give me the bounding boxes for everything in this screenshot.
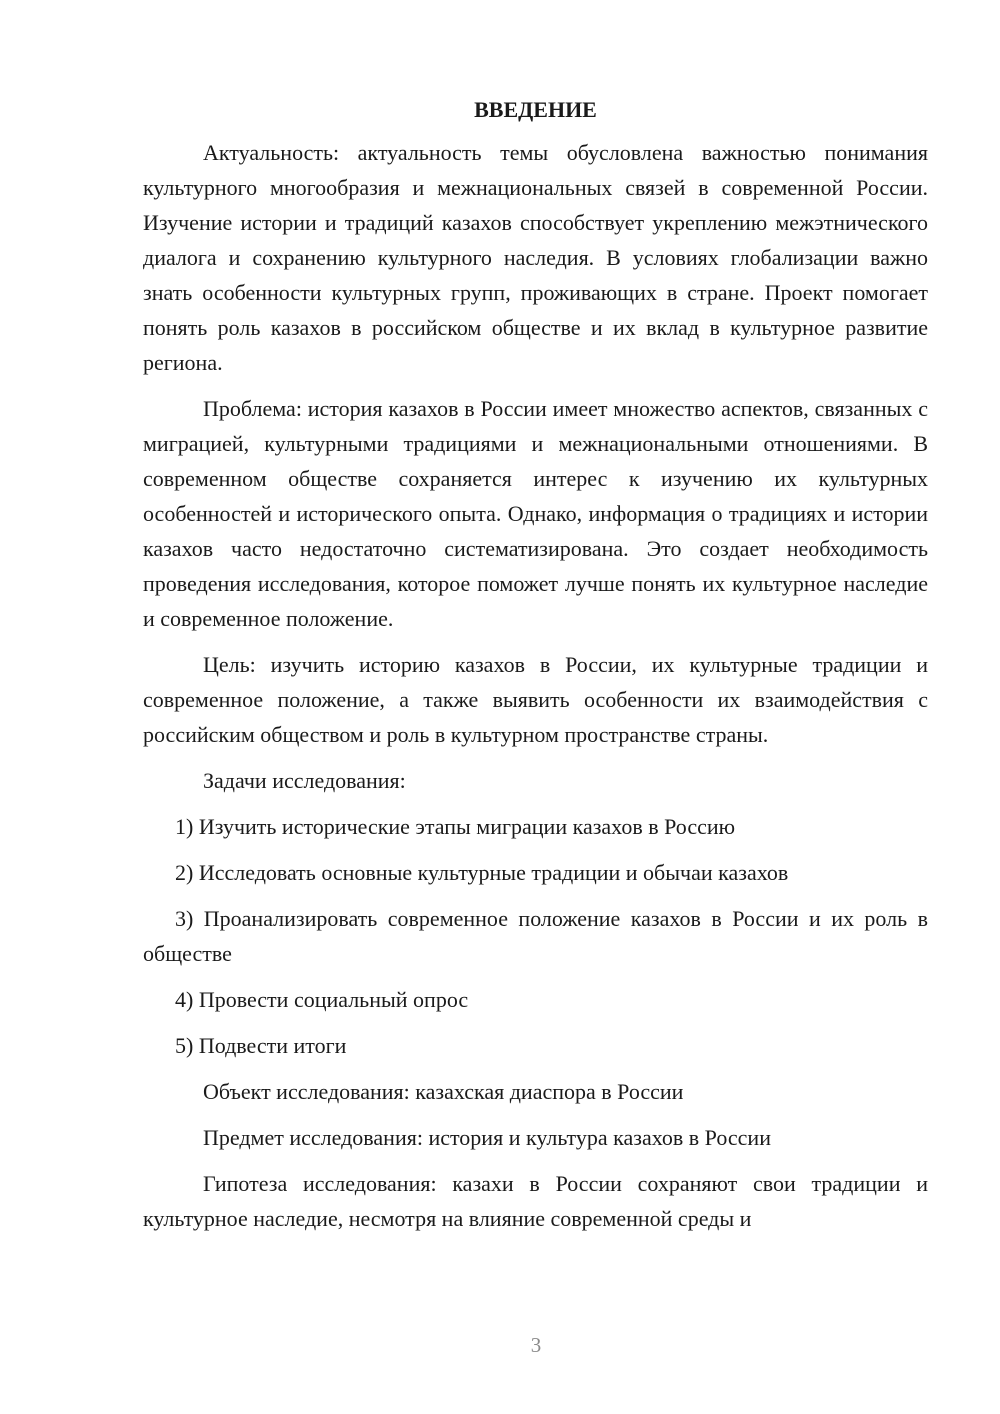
paragraph-hypothesis: Гипотеза исследования: казахи в России сохраняют свои традиции и культурное наследие, несмотря на влияние современной среды и xyxy=(143,1171,928,1231)
tasks-title: Задачи исследования: xyxy=(203,768,406,793)
page-content xyxy=(143,92,928,1247)
paragraph-problem: Проблема: история казахов в России имеет множество аспектов, связанных с миграцией, культурными традициями и межнациональными отношениями. В современном обществе сохраняется интерес к изучению их культурных особенностей и исторического опыта. Однако, информация о традициях и истории казахов часто недостаточно систематизирована. Это создает необходимость проведения исследования, которое поможет лучше понять их культурное наследие и современное положение. xyxy=(143,396,928,631)
page-heading: ВВЕДЕНИЕ xyxy=(474,97,597,122)
paragraph-object: Объект исследования: казахская диаспора в России xyxy=(203,1079,684,1104)
task-item: 2) Исследовать основные культурные традиции и обычаи казахов xyxy=(175,860,789,885)
task-item: 1) Изучить исторические этапы миграции казахов в Россию xyxy=(175,814,736,839)
page-number: 3 xyxy=(530,1333,542,1357)
task-item: 4) Провести социальный опрос xyxy=(175,987,469,1012)
paragraph-goal: Цель: изучить историю казахов в России, их культурные традиции и современное положение, а также выявить особенности их взаимодействия с российским обществом и роль в культурном пространстве страны. xyxy=(143,652,928,747)
task-item: 5) Подвести итоги xyxy=(175,1033,347,1058)
paragraph-relevance: Актуальность: актуальность темы обусловлена важностью понимания культурного многообразия и межнациональных связей в современной России. Изучение истории и традиций казахов способствует укреплению межэтнического диалога и сохранению культурного наследия. В условиях глобализации важно знать особенности культурных групп, проживающих в стране. Проект помогает понять роль казахов в российском обществе и их вклад в культурное развитие региона. xyxy=(143,140,928,375)
task-item: 3) Проанализировать современное положение казахов в России и их роль в обществе xyxy=(143,906,928,966)
paragraph-subject: Предмет исследования: история и культура казахов в России xyxy=(203,1125,771,1150)
